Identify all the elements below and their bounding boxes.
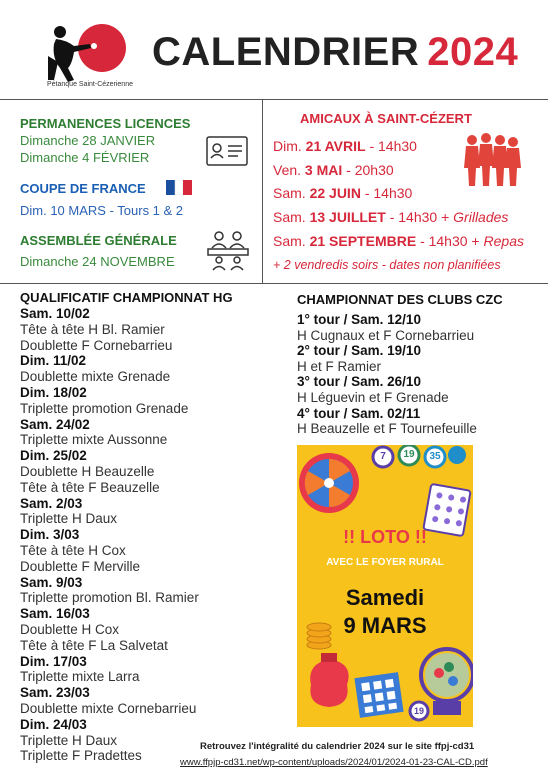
ball-label-3: 35 xyxy=(429,451,441,462)
list-item: Sam. 23/03 Doublette mixte Cornebarrieu xyxy=(20,685,197,716)
prize-wheel-icon xyxy=(299,453,359,513)
clubs-list xyxy=(297,312,537,437)
list-item: 2° tour / Sam. 19/10 H et F Ramier xyxy=(297,343,421,374)
club-name: Pétanque Saint-Cézerienne xyxy=(46,81,133,88)
middle-divider xyxy=(0,283,548,284)
ball-label-4: 19 xyxy=(413,706,424,716)
top-divider xyxy=(0,99,548,100)
list-item: Sam. 9/03 Triplette promotion Bl. Ramier xyxy=(20,574,199,606)
assemblee-title: ASSEMBLÉE GÉNÉRALE xyxy=(20,233,177,248)
clubs-title: CHAMPIONNAT DES CLUBS CZC xyxy=(297,292,503,307)
list-item: 1° tour / Sam. 12/10 H Cugnaux et F Cornebarrieu xyxy=(297,312,475,343)
licences-title: PERMANENCES LICENCES xyxy=(20,116,191,131)
assemblee-line: Dimanche 24 NOVEMBRE xyxy=(20,254,175,269)
title-text: CALENDRIER xyxy=(152,30,420,74)
money-bag-icon xyxy=(310,653,348,707)
ticket-card-icon xyxy=(354,672,403,718)
amicaux-note: + 2 vendredis soirs - dates non planifiées xyxy=(273,258,501,272)
coupe-line: Dim. 10 MARS - Tours 1 & 2 xyxy=(20,203,184,218)
licences-line-1: Dimanche 28 JANVIER xyxy=(20,133,156,148)
loto-subtitle: AVEC LE FOYER RURAL xyxy=(326,557,444,568)
meeting-icon xyxy=(205,230,251,272)
amicaux-event-5: Sam. 21 SEPTEMBRE - 14h30 + Repas xyxy=(273,233,524,249)
id-card-icon xyxy=(206,136,248,166)
people-group-icon xyxy=(462,132,522,188)
petanque-player-logo xyxy=(44,22,134,84)
ball-label-2: 19 xyxy=(403,449,415,460)
list-item: Dim. 3/03 Tête à tête H Cox Doublette F Merville xyxy=(20,527,141,574)
loto-poster xyxy=(297,445,473,727)
lottery-machine-icon xyxy=(421,649,473,715)
page-title xyxy=(152,30,518,75)
amicaux-event-4: Sam. 13 JUILLET - 14h30 + Grillades xyxy=(273,209,509,225)
qualificatif-list xyxy=(20,306,285,764)
list-item: 4° tour / Sam. 02/11 H Beauzelle et F Tournefeuille xyxy=(297,405,477,437)
amicaux-title: AMICAUX À SAINT-CÉZERT xyxy=(300,111,472,126)
list-item: Dim. 17/03 Triplette mixte Larra xyxy=(20,653,140,685)
loto-day: Samedi xyxy=(345,585,425,610)
footer-link[interactable]: www.ffpjp-cd31.net/wp-content/uploads/2024/01/2024-01-23-CAL-CD.pdf xyxy=(180,757,488,768)
list-item: Sam. 24/02 Triplette mixte Aussonne xyxy=(20,416,168,448)
qualificatif-title: QUALIFICATIF CHAMPIONNAT HG xyxy=(20,290,233,305)
list-item: Dim. 24/03 Triplette H Daux Triplette F Pradettes xyxy=(20,716,142,764)
list-item: Sam. 2/03 Triplette H Daux xyxy=(20,495,118,527)
list-item: Dim. 11/02 Doublette mixte Grenade xyxy=(20,353,171,385)
list-item: Dim. 25/02 Doublette H Beauzelle Tête à tête F Beauzelle xyxy=(20,448,160,495)
licences-line-2: Dimanche 4 FÉVRIER xyxy=(20,150,150,165)
amicaux-event-1: Dim. 21 AVRIL - 14h30 xyxy=(273,138,417,154)
list-item: Sam. 10/02 Tête à tête H Bl. Ramier Doublette F Cornebarrieu xyxy=(20,306,173,353)
loto-date: 9 MARS xyxy=(343,613,427,638)
footer-text: Retrouvez l'intégralité du calendrier 2024 sur le site ffpj-cd31 xyxy=(200,741,475,752)
title-year: 2024 xyxy=(427,30,519,74)
amicaux-event-3: Sam. 22 JUIN - 14h30 xyxy=(273,185,413,201)
coupe-title: COUPE DE FRANCE xyxy=(20,181,146,196)
amicaux-event-2: Ven. 3 MAI - 20h30 xyxy=(273,162,394,178)
center-divider xyxy=(262,99,263,283)
list-item: Sam. 16/03 Doublette H Cox Tête à tête F La Salvetat xyxy=(20,606,168,653)
french-flag-icon xyxy=(166,180,192,195)
ball-label-1: 7 xyxy=(380,451,386,462)
list-item: Dim. 18/02 Triplette promotion Grenade xyxy=(20,384,189,416)
loto-title: !! LOTO !! xyxy=(343,527,427,547)
list-item: 3° tour / Sam. 26/10 H Léguevin et F Grenade xyxy=(297,374,449,405)
